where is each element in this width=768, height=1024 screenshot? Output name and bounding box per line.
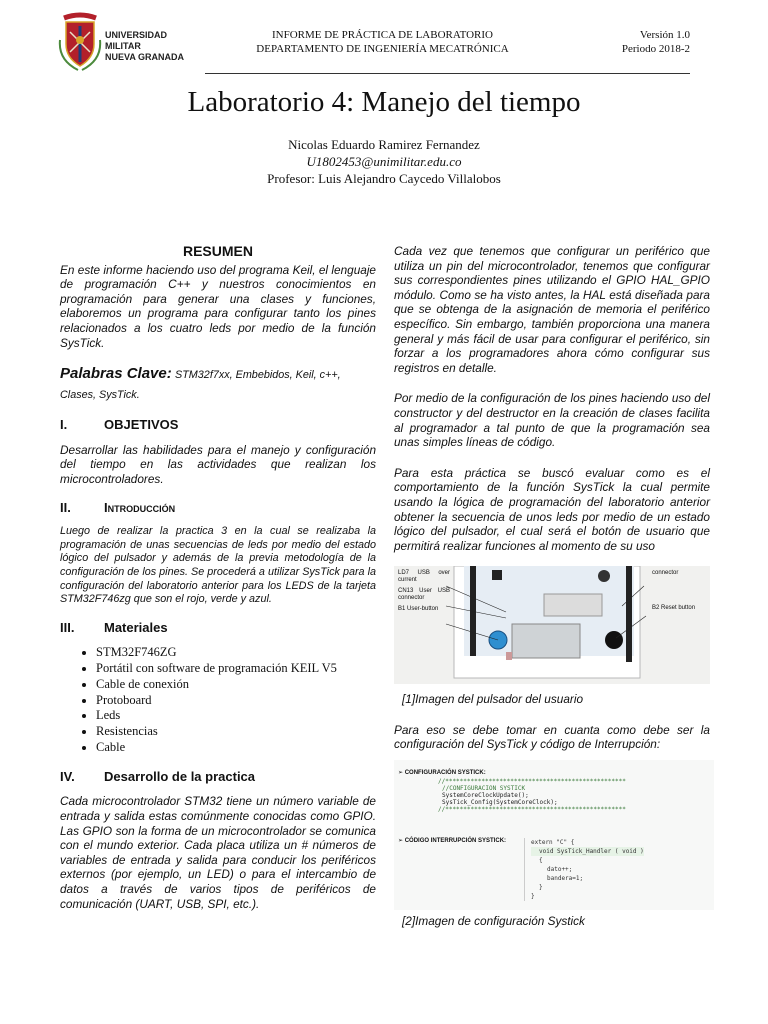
header-report-type: INFORME DE PRÁCTICA DE LABORATORIO (271, 29, 494, 41)
arrow-icon: ➢ (398, 770, 405, 777)
figure-1-caption: [1]Imagen del pulsador del usuario (402, 692, 584, 707)
logo-line1: UNIVERSIDAD MILITAR (105, 30, 168, 51)
logo-line2: NUEVA GRANADA (105, 52, 185, 62)
author-email: U1802453@unimilitar.edu.co (306, 154, 462, 169)
section-heading-introduccion (60, 501, 376, 516)
section-heading-objetivos (60, 418, 376, 433)
desarrollo-text: Cada microcontrolador STM32 tiene un número variable de entrada y salida estas comúnmente conocidas como GPIO. Las GPIO son la forma de un microcontrolador se comunica con el mundo exterior. Cada placa utiliza un # números de variables de entrada y salida para conducir los periféricos externos (por ejemplo, un LED) o para el intercambio de datos a través de varios tipos de periféricos de comunicación (UART, USB, SPI, etc.). (60, 794, 376, 911)
section-number: II. (60, 499, 71, 515)
label-b2: B2 Reset button (652, 605, 696, 612)
paragraph-2: Por medio de la configuración de los pines haciendo uso del constructor y del destructor en la creación de clases facilita al programador a tal punto de que la programación sea unas simples líneas de código. (394, 391, 710, 450)
section-number: IV. (60, 768, 75, 784)
code-line: } (539, 884, 543, 892)
label-b1: B1 User-button (398, 606, 439, 613)
code-line: bandera=1; (547, 875, 584, 883)
material-item: • STM32F746ZG (96, 645, 376, 661)
label-ld7: LD7 USB over current (398, 570, 450, 584)
keywords (60, 364, 376, 404)
code-line: SystemCoreClockUpdate(); (442, 792, 529, 800)
section-heading-materiales (60, 621, 376, 636)
paragraph-1: Cada vez que tenemos que configurar un periférico que utiliza un pin del microcontrolador, tenemos que configurar sus correspondientes pines utilizando el GPIO HAL_GPIO módulo. Como se ha visto antes, la HAL está diseñada para que se obtenga de la asignación de memoria el periférico específico. Sin embargo, también proporciona una manera general y más fácil de usar para configurar el periférico, sin forzar a los programadores ahora cómo configurar sus registros en detalle. (394, 244, 710, 375)
board-figure (394, 566, 710, 684)
keywords-label: Palabras Clave: (60, 365, 172, 383)
header-right (600, 28, 690, 56)
systick-interrupt-label (398, 834, 506, 849)
left-column (60, 244, 376, 924)
config-code-block (438, 778, 626, 813)
section-number: I. (60, 417, 68, 433)
objetivos-text: Desarrollar las habilidades para el manejo y configuración del tiempo en las actividades que realizan los microcontroladores. (60, 442, 376, 486)
author-block (0, 136, 768, 187)
figure-2-caption: [2]Imagen de configuración Systick (402, 914, 585, 929)
header-version: Versión 1.0 (639, 29, 690, 41)
material-item: • Leds (96, 708, 376, 724)
material-item: • Resistencias (96, 724, 376, 740)
right-column (394, 244, 710, 945)
section-title: Materiales (104, 619, 168, 635)
label-cn13: CN13 User USB connector (398, 588, 450, 602)
section-title: Desarrollo de la practica (104, 768, 256, 784)
header-period: Periodo 2018-2 (621, 43, 690, 55)
paragraph-4: Para eso se debe tomar en cuanta como debe ser la configuración del SysTick y código de Interrupción: (394, 722, 710, 752)
code-line: dato++; (547, 866, 573, 874)
code-line: extern "C" { (531, 839, 575, 847)
section-heading-desarrollo (60, 770, 376, 785)
material-item: • Protoboard (96, 693, 376, 709)
section-title: Introducción (104, 499, 176, 515)
section-title: OBJETIVOS (104, 417, 179, 433)
author-name: Nicolas Eduardo Ramirez Fernandez (288, 137, 480, 152)
materials-list (60, 645, 376, 756)
university-logo (58, 10, 198, 72)
section-number: III. (60, 619, 75, 635)
code-line: //CONFIGURACION SYSTICK (442, 785, 526, 793)
header-center (230, 28, 535, 56)
abstract-text: En este informe haciendo uso del programa Keil, el lenguaje de programación C++ y nuestros conocimientos en programación para generar una clases y funciones, elaboremos un programa para configurar tanto los pines relacionados a los cuatro leds por medio de la función SysTick. (60, 262, 376, 350)
introduccion-text: Luego de realizar la practica 3 en la cual se realizaba la programación de unas secuencias de leds por medio del estado lógico del pulsador y además de la previa metodología de la configuración de los pines. Se procederá a utilizar SysTick para la configuración del laboratorio anterior para los LEDS de la tarjeta STM32F746zg que son el rojo, verde y azul. (60, 525, 376, 606)
material-item: • Cable de conexión (96, 677, 376, 693)
systick-code-figure (394, 760, 714, 910)
page-title: Laboratorio 4: Manejo del tiempo (187, 86, 581, 118)
interrupt-label-text: CÓDIGO INTERRUPCIÓN SYSTICK: (404, 838, 507, 845)
code-line: //************************************************** (438, 806, 626, 814)
code-line: //************************************************** (438, 778, 626, 786)
interrupt-code-block (524, 838, 644, 901)
arrow-icon: ➢ (398, 838, 405, 845)
code-line: void SysTick_Handler ( void ) (531, 847, 644, 856)
abstract-heading: RESUMEN (182, 243, 253, 259)
header-department: DEPARTAMENTO DE INGENIERÍA MECATRÓNICA (256, 43, 509, 55)
code-line: SysTick_Config(SystemCoreClock); (442, 799, 558, 807)
config-label-text: CONFIGURACIÓN SYSTICK: (404, 770, 486, 777)
professor-name: Profesor: Luis Alejandro Caycedo Villalobos (267, 171, 501, 186)
keywords-text: STM32f7xx, Embebidos, Keil, c++, Clases, SysTick. (60, 369, 341, 402)
header-divider (205, 73, 690, 74)
code-line: { (539, 857, 543, 865)
label-connector: connector (652, 570, 679, 577)
material-item: • Cable (96, 740, 376, 756)
material-item: • Portátil con software de programación KEIL V5 (96, 661, 376, 677)
paragraph-3: Para esta práctica se buscó evaluar como es el comportamiento de la función SysTick la cual permite usando la lógica de programación del laboratorio anterior obtener la secuencia de unos leds por medio de un estado lógico del pulsador, el cual será el botón de usuario que permitirá realizar funciones al momento de su uso (394, 465, 710, 553)
code-line: } (531, 893, 535, 901)
